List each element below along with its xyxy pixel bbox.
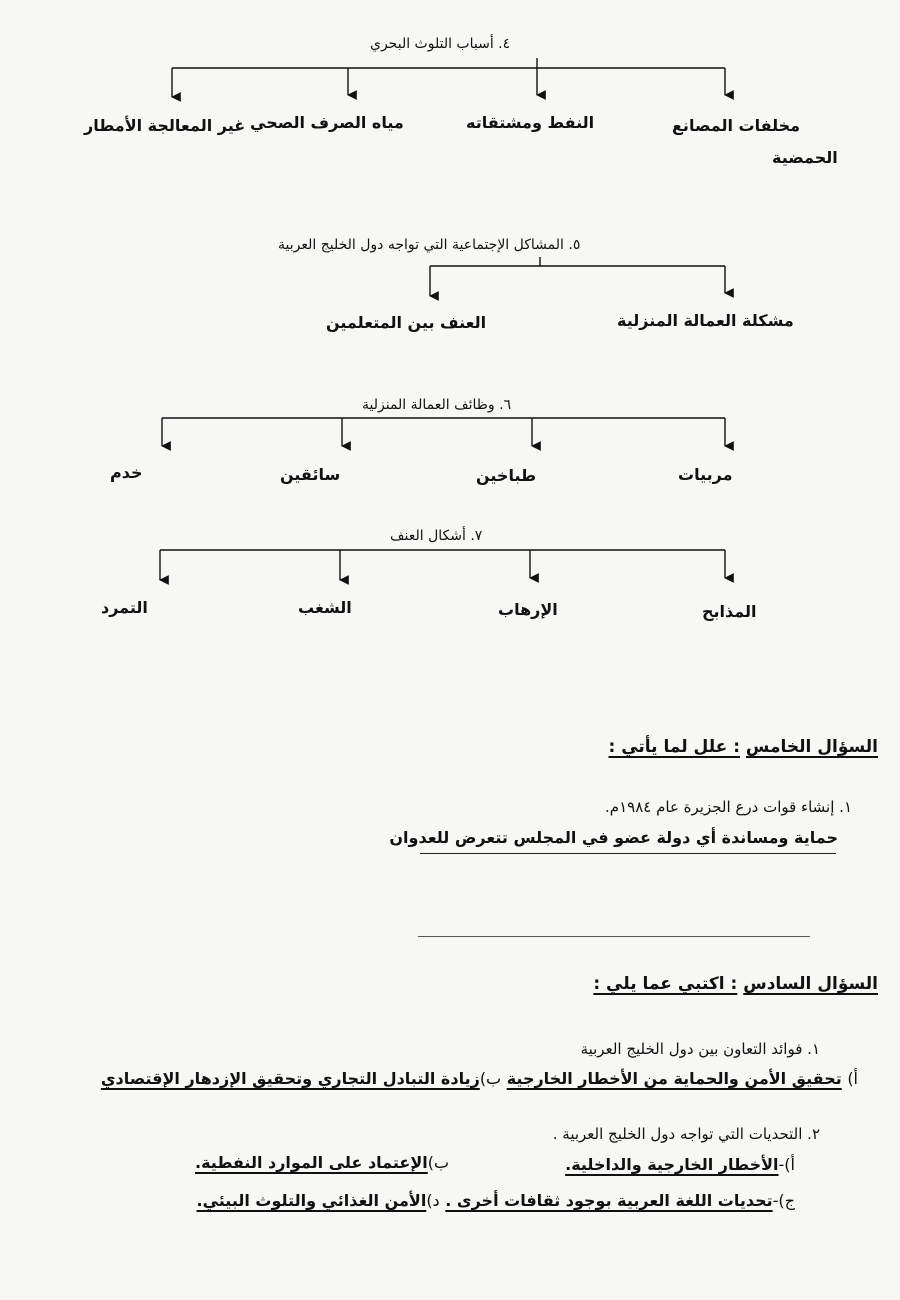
diagram-4-item-continuation: الحمضية (772, 148, 838, 167)
answer-a: تحقيق الأمن والحماية من الأخطار الخارجية (506, 1069, 842, 1088)
answer-b: زيادة التبادل التجاري وتحقيق الإزدهار الإقتصادي (100, 1069, 480, 1088)
diagram-6-item: مربيات (678, 465, 733, 484)
answer-underline (420, 853, 836, 854)
diagram-6-lines (162, 418, 725, 446)
diagram-4-item: مخلفات المصانع (672, 116, 801, 135)
diagram-6-item: خدم (110, 463, 143, 482)
answer-marker: ب) (479, 1069, 502, 1088)
diagram-7-item: التمرد (101, 598, 148, 617)
diagram-7-title: ٧. أشكال العنف (390, 528, 483, 544)
question-6-item-1-answers (101, 1069, 858, 1088)
answer-a: الأخطار الخارجية والداخلية. (565, 1155, 779, 1174)
question-6-label: السؤال السادس (743, 974, 878, 994)
question-6-heading (593, 974, 878, 994)
diagram-5-item: مشكلة العمالة المنزلية (617, 311, 794, 330)
question-6-item-2: ٢. التحديات التي تواجه دول الخليج العربية . (552, 1125, 820, 1143)
question-5-label: السؤال الخامس (745, 737, 878, 757)
question-6-item-1: ١. فوائد التعاون بين دول الخليج العربية (580, 1040, 820, 1058)
answer-c: تحديات اللغة العربية بوجود ثقافات أخرى . (445, 1191, 773, 1210)
question-5-heading (608, 737, 878, 757)
blank-answer-line (418, 936, 810, 937)
answer-marker: أ)- (778, 1155, 795, 1174)
answer-marker: ب) (427, 1153, 450, 1172)
question-6-item-2-row-2 (196, 1191, 795, 1210)
diagram-6-item: سائقين (280, 465, 341, 484)
diagram-7-item: الإرهاب (498, 600, 558, 619)
answer-d: الأمن الغذائي والتلوث البيئي. (196, 1191, 427, 1210)
diagram-7-item: الشغب (298, 598, 352, 617)
answer-marker: ج)- (772, 1191, 795, 1210)
answer-marker: د) (426, 1191, 440, 1210)
diagram-6-item: طباخين (476, 466, 537, 485)
question-6-instruction: : اكتبي عما يلي : (593, 974, 738, 994)
diagram-7-lines (160, 550, 725, 580)
diagram-7-item: المذابح (702, 602, 757, 621)
diagram-4-item: مياه الصرف الصحي (250, 113, 404, 132)
diagram-4-title: ٤. أسباب التلوث البحري (370, 36, 511, 52)
question-5-answer: حماية ومساندة أي دولة عضو في المجلس تتعرض للعدوان (389, 828, 838, 847)
diagram-5-title: ٥. المشاكل الإجتماعية التي تواجه دول الخليج العربية (278, 237, 581, 253)
question-5-instruction: : علل لما يأتي : (608, 737, 740, 757)
diagram-4-lines (172, 58, 725, 97)
answer-b: الإعتماد على الموارد النفطية. (195, 1153, 428, 1172)
diagram-5-item: العنف بين المتعلمين (326, 313, 487, 332)
diagram-4-item: النفط ومشتقاته (466, 113, 595, 132)
diagram-6-title: ٦. وظائف العمالة المنزلية (362, 397, 512, 413)
question-5-item: ١. إنشاء قوات درع الجزيرة عام ١٩٨٤م. (605, 798, 852, 816)
question-6-item-2-row-1 (565, 1155, 795, 1174)
answer-marker: أ) (847, 1069, 858, 1088)
diagram-4-item: غير المعالجة الأمطار (84, 116, 246, 135)
diagram-5-lines (430, 257, 725, 296)
question-6-item-2-row-1b (195, 1153, 449, 1172)
